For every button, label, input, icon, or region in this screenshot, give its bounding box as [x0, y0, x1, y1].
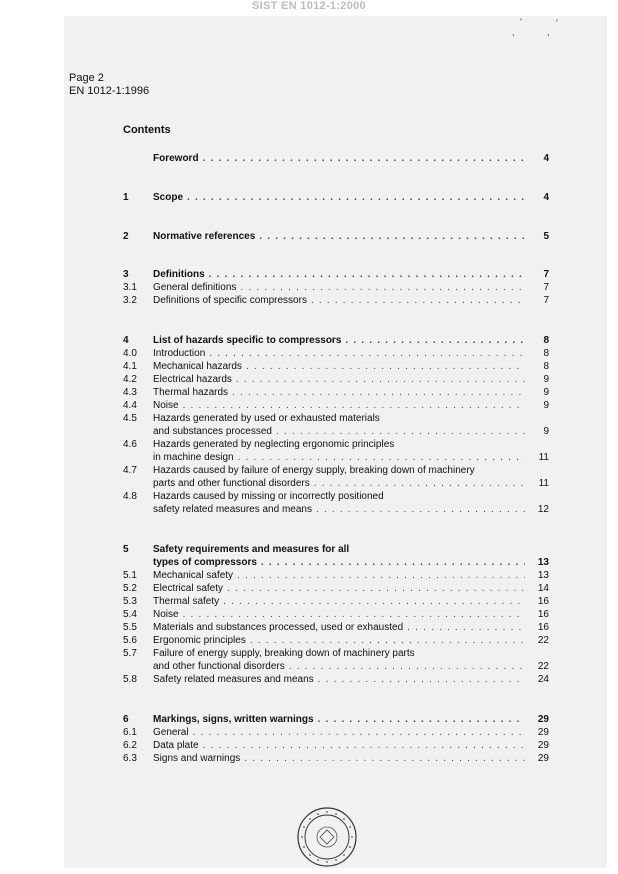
toc-entry: [123, 191, 549, 204]
toc-entry-text: [153, 294, 525, 307]
toc-entry-number: 4.1: [123, 361, 137, 372]
toc-entry-text: [153, 752, 525, 765]
toc-entry: [123, 425, 549, 438]
toc-entry-label: Thermal hazards: [153, 387, 229, 398]
toc-entry-text: [153, 569, 525, 582]
toc-entry: [123, 412, 549, 425]
toc-entry: [123, 726, 549, 739]
toc-entry-number: 5.3: [123, 596, 137, 607]
toc-entry-number: 2: [123, 231, 129, 242]
toc-entry-text: [153, 399, 525, 412]
toc-entry-number: 5.2: [123, 583, 137, 594]
toc-entry-number: 3.1: [123, 282, 137, 293]
toc-entry-text: [153, 451, 525, 464]
toc-entry-text: [153, 608, 525, 621]
toc-entry: [123, 660, 549, 673]
toc-entry-label: Definitions of specific compressors: [153, 295, 307, 306]
toc-dot-leader: [244, 752, 525, 765]
toc-dot-leader: [193, 726, 525, 739]
toc-dot-leader: [259, 230, 525, 243]
toc-entry-number: 4.7: [123, 465, 137, 476]
toc-entry-label: Noise: [153, 609, 179, 620]
toc-entry-page: 7: [543, 282, 549, 293]
toc-entry-label: Thermal safety: [153, 596, 220, 607]
standard-reference: EN 1012-1:1996: [69, 85, 150, 97]
toc-entry-label: safety related measures and means: [153, 504, 312, 515]
toc-entry-label: Safety related measures and means: [153, 674, 314, 685]
toc-dot-leader: [227, 582, 525, 595]
toc-entry-text: [153, 543, 525, 556]
toc-entry-label: Signs and warnings: [153, 753, 241, 764]
toc-entry-number: 6: [123, 714, 129, 725]
toc-dot-leader: [318, 713, 525, 726]
toc-entry: [123, 464, 549, 477]
toc-dot-leader: [314, 477, 525, 490]
toc-dot-leader: [209, 347, 525, 360]
toc-entry-label: Foreword: [153, 153, 199, 164]
toc-dot-leader: [203, 152, 525, 165]
toc-entry: [123, 582, 549, 595]
toc-entry-number: 6.3: [123, 753, 137, 764]
toc-entry-label: and other functional disorders: [153, 661, 285, 672]
toc-entry-number: 6.1: [123, 727, 137, 738]
toc-dot-leader: [183, 608, 525, 621]
toc-dot-leader: [183, 399, 525, 412]
toc-entry-label: Materials and substances processed, used or exhausted: [153, 622, 404, 633]
toc-entry-label: Normative references: [153, 231, 256, 242]
toc-entry: [123, 230, 549, 243]
toc-entry: [123, 373, 549, 386]
scan-speck: ,: [547, 27, 550, 37]
toc-entry-page: 8: [543, 335, 549, 346]
toc-entry-label: Scope: [153, 192, 184, 203]
toc-entry-label: Ergonomic principles: [153, 635, 246, 646]
toc-entry-label: Mechanical hazards: [153, 361, 242, 372]
toc-dot-leader: [236, 373, 525, 386]
toc-entry-label: Markings, signs, written warnings: [153, 714, 314, 725]
toc-entry-page: 7: [543, 295, 549, 306]
toc-entry-page: 24: [537, 674, 549, 685]
toc-entry: [123, 569, 549, 582]
toc-entry: [123, 608, 549, 621]
toc-entry-label: and substances processed: [153, 426, 272, 437]
toc-entry-text: [153, 647, 525, 660]
toc-entry-number: 4.2: [123, 374, 137, 385]
toc-entry-text: [153, 281, 525, 294]
contents-heading: Contents: [123, 124, 171, 136]
toc-entry-number: 3.2: [123, 295, 137, 306]
toc-entry-page: 9: [543, 387, 549, 398]
toc-entry-text: [153, 347, 525, 360]
toc-entry-text: [153, 673, 525, 686]
toc-dot-leader: [232, 386, 525, 399]
toc-entry-page: 16: [537, 622, 549, 633]
toc-entry-text: [153, 503, 525, 516]
toc-entry-page: 29: [537, 714, 549, 725]
toc-entry-number: 1: [123, 192, 129, 203]
toc-entry: [123, 152, 549, 165]
toc-entry-text: [153, 660, 525, 673]
toc-entry-number: 4.8: [123, 491, 137, 502]
toc-dot-leader: [276, 425, 525, 438]
toc-entry-page: 12: [537, 504, 549, 515]
toc-entry-label: Definitions: [153, 269, 205, 280]
toc-entry-page: 8: [543, 348, 549, 359]
toc-dot-leader: [209, 268, 525, 281]
toc-entry-text: [153, 373, 525, 386]
toc-entry-text: [153, 412, 525, 425]
toc-entry-label: Hazards caused by missing or incorrectly positioned: [153, 491, 384, 502]
toc-entry-page: 29: [537, 727, 549, 738]
scan-speck: ,: [512, 27, 515, 37]
toc-entry: [123, 543, 549, 556]
toc-entry: [123, 595, 549, 608]
toc-entry-text: [153, 191, 525, 204]
toc-entry-text: [153, 360, 525, 373]
toc-entry-label: Mechanical safety: [153, 570, 234, 581]
toc-entry-text: [153, 334, 525, 347]
toc-entry-page: 9: [543, 374, 549, 385]
toc-entry-label: Hazards generated by neglecting ergonomic principles: [153, 439, 395, 450]
toc-entry-label: General definitions: [153, 282, 237, 293]
toc-entry: [123, 647, 549, 660]
toc-entry-number: 5.6: [123, 635, 137, 646]
toc-entry-page: 29: [537, 740, 549, 751]
toc-entry-page: 5: [543, 231, 549, 242]
toc-entry-number: 4.3: [123, 387, 137, 398]
page-number: Page 2: [69, 72, 104, 84]
toc-dot-leader: [316, 503, 525, 516]
toc-entry-label: List of hazards specific to compressors: [153, 335, 342, 346]
toc-entry-number: 5.5: [123, 622, 137, 633]
toc-entry-number: 4.4: [123, 400, 137, 411]
toc-entry-label: in machine design: [153, 452, 234, 463]
watermark-text: SIST EN 1012-1:2000: [252, 0, 366, 12]
toc-entry-text: [153, 477, 525, 490]
toc-entry-text: [153, 595, 525, 608]
toc-entry: [123, 739, 549, 752]
toc-dot-leader: [238, 451, 525, 464]
toc-entry-page: 13: [537, 557, 549, 568]
toc-entry-label: types of compressors: [153, 557, 257, 568]
toc-entry-text: [153, 230, 525, 243]
toc-entry-text: [153, 438, 525, 451]
toc-entry-page: 13: [537, 570, 549, 581]
toc-entry-label: Safety requirements and measures for all: [153, 544, 350, 555]
toc-dot-leader: [237, 569, 525, 582]
toc-entry-text: [153, 556, 525, 569]
toc-dot-leader: [187, 191, 525, 204]
toc-entry-text: [153, 726, 525, 739]
toc-dot-leader: [311, 294, 525, 307]
toc-entry: [123, 673, 549, 686]
toc-entry-text: [153, 490, 525, 503]
toc-entry-page: 9: [543, 426, 549, 437]
toc-entry: [123, 634, 549, 647]
toc-entry-number: 5: [123, 544, 129, 555]
toc-entry-page: 11: [538, 478, 549, 489]
toc-entry-text: [153, 425, 525, 438]
toc-entry-label: Electrical safety: [153, 583, 224, 594]
toc-entry-page: 4: [543, 153, 549, 164]
toc-entry: [123, 438, 549, 451]
toc-entry: [123, 281, 549, 294]
scan-speck: ': [520, 17, 522, 27]
toc-entry: [123, 347, 549, 360]
toc-entry-text: [153, 386, 525, 399]
toc-entry-page: 22: [537, 635, 549, 646]
toc-dot-leader: [203, 739, 525, 752]
toc-entry-label: Introduction: [153, 348, 206, 359]
toc-entry-number: 3: [123, 269, 129, 280]
toc-entry-page: 11: [538, 452, 549, 463]
toc-dot-leader: [318, 673, 525, 686]
toc-entry-text: [153, 634, 525, 647]
toc-entry-page: 9: [543, 400, 549, 411]
toc-entry: [123, 360, 549, 373]
toc-entry-page: 4: [543, 192, 549, 203]
toc-entry-text: [153, 268, 525, 281]
toc-dot-leader: [250, 634, 525, 647]
toc-entry-label: Hazards generated by used or exhausted materials: [153, 413, 380, 424]
toc-entry-number: 6.2: [123, 740, 137, 751]
toc-entry-text: [153, 464, 525, 477]
toc-dot-leader: [261, 556, 525, 569]
toc-entry-number: 5.1: [123, 570, 137, 581]
toc-entry-page: 16: [537, 596, 549, 607]
seal-stamp-icon: [296, 806, 358, 868]
toc-dot-leader: [407, 621, 525, 634]
toc-entry-number: 5.8: [123, 674, 137, 685]
toc-entry-number: 5.7: [123, 648, 137, 659]
toc-entry-label: parts and other functional disorders: [153, 478, 310, 489]
toc-dot-leader: [246, 360, 525, 373]
toc-entry-number: 4.5: [123, 413, 137, 424]
toc-entry-label: Electrical hazards: [153, 374, 232, 385]
toc-entry: [123, 621, 549, 634]
scan-speck: ': [556, 18, 558, 28]
toc-entry-page: 14: [537, 583, 549, 594]
toc-entry: [123, 451, 549, 464]
toc-entry-number: 5.4: [123, 609, 137, 620]
toc-dot-leader: [223, 595, 525, 608]
toc-entry-page: 29: [537, 753, 549, 764]
toc-entry: [123, 399, 549, 412]
toc-entry: [123, 752, 549, 765]
toc-entry: [123, 556, 549, 569]
toc-dot-leader: [289, 660, 525, 673]
toc-entry: [123, 386, 549, 399]
toc-entry-number: 4: [123, 335, 129, 346]
toc-entry: [123, 477, 549, 490]
toc-entry-label: Data plate: [153, 740, 199, 751]
toc-entry-page: 7: [543, 269, 549, 280]
toc-entry-number: 4.0: [123, 348, 137, 359]
toc-entry-text: [153, 582, 525, 595]
toc-entry-text: [153, 739, 525, 752]
toc-entry: [123, 294, 549, 307]
toc-dot-leader: [345, 334, 525, 347]
toc-entry-text: [153, 621, 525, 634]
toc-entry-label: Hazards caused by failure of energy supply, breaking down of machinery: [153, 465, 475, 476]
toc-dot-leader: [240, 281, 525, 294]
toc-entry: [123, 490, 549, 503]
toc-entry: [123, 503, 549, 516]
toc-entry-label: Failure of energy supply, breaking down of machinery parts: [153, 648, 415, 659]
toc-entry: [123, 268, 549, 281]
toc-entry: [123, 713, 549, 726]
toc-entry-page: 8: [543, 361, 549, 372]
toc-entry-label: Noise: [153, 400, 179, 411]
toc-entry-label: General: [153, 727, 189, 738]
toc-entry-page: 16: [537, 609, 549, 620]
toc-entry-text: [153, 152, 525, 165]
toc-entry: [123, 334, 549, 347]
toc-entry-number: 4.6: [123, 439, 137, 450]
toc-entry-page: 22: [537, 661, 549, 672]
toc-entry-text: [153, 713, 525, 726]
